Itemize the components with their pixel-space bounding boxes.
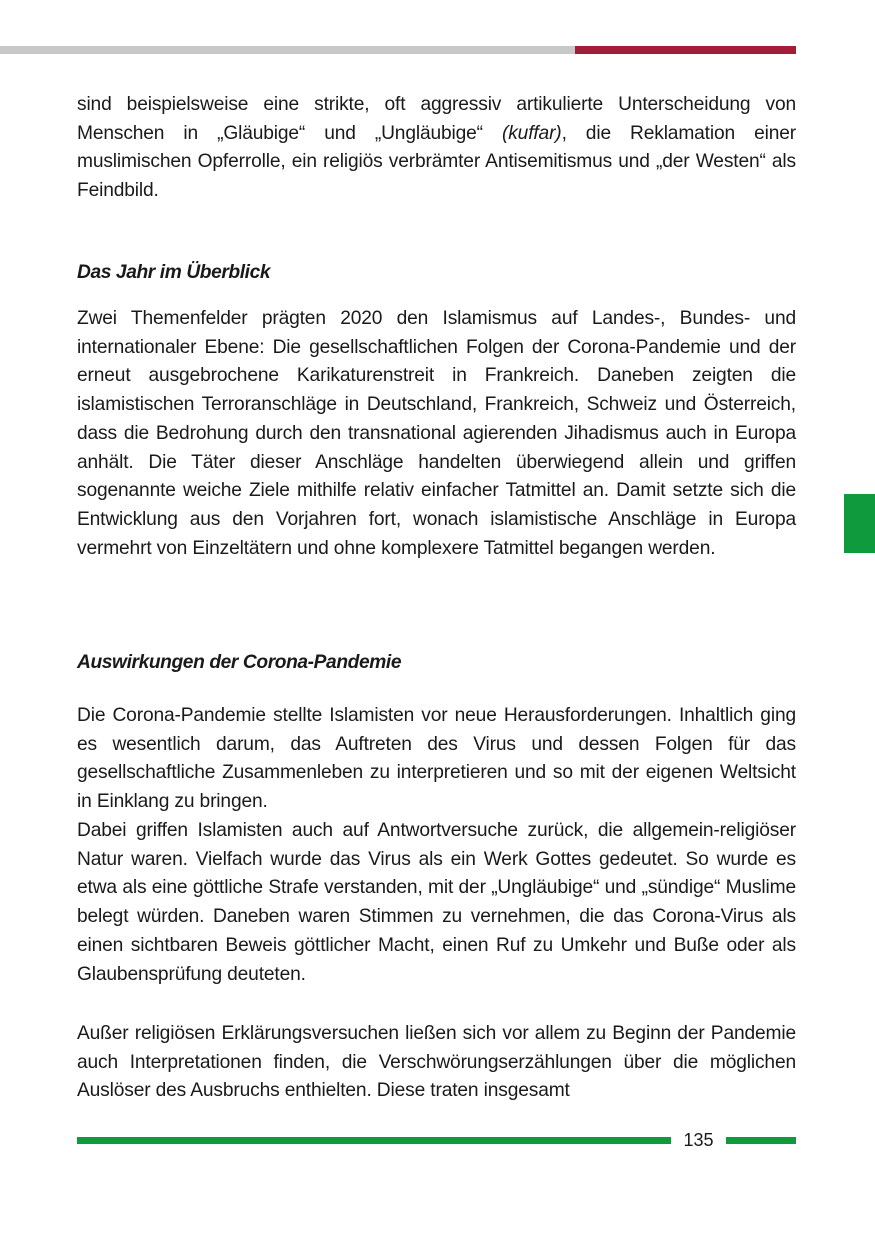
header-rule-red	[575, 46, 796, 54]
section2-paragraph-3: Außer religiösen Erklärungsversuchen ließen sich vor allem zu Beginn der Pandemie auch Interpretationen finden, die Verschwörungserzählungen über die möglichen Auslöser des Ausbruchs enthielten. Diese traten insgesamt	[77, 1023, 796, 1102]
intro-text-end: , die Reklamation einer muslimischen Opferrolle, ein religiös verbrämter Antisemitismus und „der Westen“ als Feindbild.	[77, 122, 796, 202]
header-rule-gray	[0, 46, 575, 54]
section-heading-corona: Auswirkungen der Corona-Pandemie	[77, 652, 402, 673]
intro-paragraph	[77, 91, 796, 206]
chapter-tab-marker	[844, 494, 875, 553]
footer-rule-left	[77, 1137, 671, 1144]
section-heading-jahr-ueberblick: Das Jahr im Überblick	[77, 262, 271, 283]
section1-paragraph: Zwei Themenfelder prägten 2020 den Islamismus auf Landes-, Bundes- und internationaler Ebene: Die gesellschaftlichen Folgen der Corona-Pandemie und der erneut ausgebrochene Karikaturenstreit in Frankreich. Daneben zeigten die islamistischen Terroranschläge in Deutschland, Frankreich, Schweiz und Österreich, dass die Bedrohung durch den transnational agierenden Jihadismus auch in Europa anhält. Die Täter dieser Anschläge handelten überwiegend allein und griffen sogenannte weiche Ziele mithilfe relativ einfacher Tatmittel an. Damit setzte sich die Entwicklung aus den Vorjahren fort, wonach islamistische Anschläge in Europa vermehrt von Einzeltätern und ohne komplexere Tatmittel begangen werden.	[77, 308, 796, 559]
intro-italic-term: (kuffar)	[501, 122, 562, 144]
intro-text-start: sind beispielsweise eine strikte, oft aggressiv artikulierte Unterscheidung von Menschen in „Gläubige“ und „Ungläubige“	[77, 94, 796, 144]
page-number: 135	[683, 1130, 714, 1150]
section2-paragraph-2: Dabei griffen Islamisten auch auf Antwortversuche zurück, die allgemein-religiöser Natur waren. Vielfach wurde das Virus als ein Werk Gottes gedeutet. So wurde es etwa als eine göttliche Strafe verstanden, mit der „Ungläubige“ und „sündige“ Muslime belegt würden. Daneben waren Stimmen zu vernehmen, die das Corona-Virus als einen sichtbaren Beweis göttlicher Macht, einen Ruf zu Umkehr und Buße oder als Glaubensprüfung deuteten.	[77, 820, 796, 985]
footer-rule-right	[726, 1137, 796, 1144]
section2-paragraph-1: Die Corona-Pandemie stellte Islamisten vor neue Herausforderungen. Inhaltlich ging es wesentlich darum, das Auftreten des Virus und dessen Folgen für das gesellschaftliche Zusammenleben zu interpretieren und so mit der eigenen Weltsicht in Einklang zu bringen.	[77, 705, 796, 813]
